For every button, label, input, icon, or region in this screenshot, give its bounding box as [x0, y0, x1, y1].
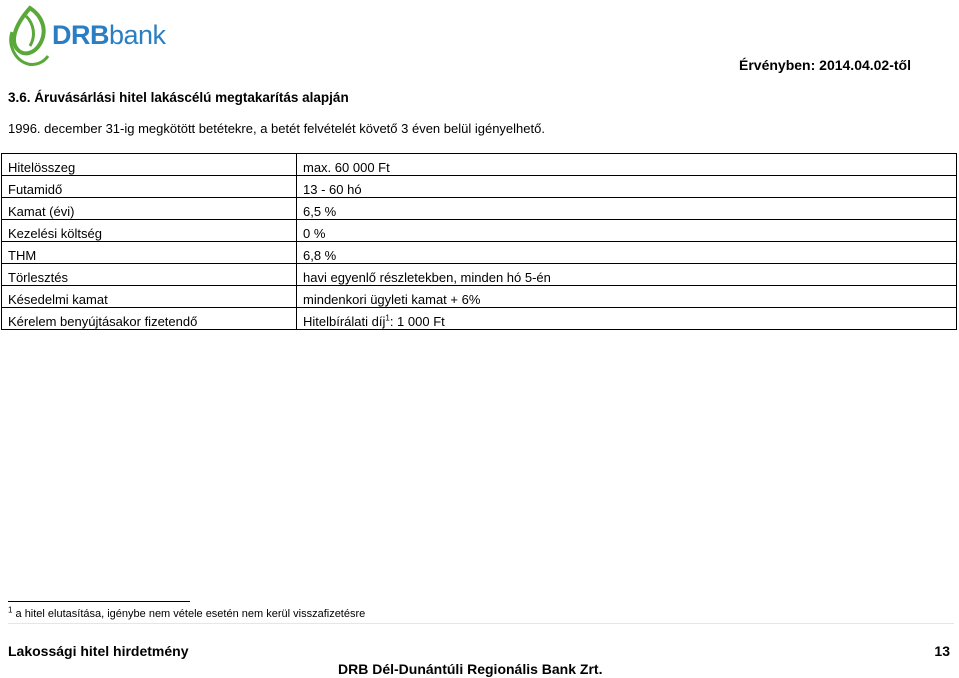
row-label: Kérelem benyújtásakor fizetendő	[2, 308, 297, 330]
table-row	[2, 242, 957, 264]
row-value	[297, 308, 957, 330]
row-label: Hitelösszeg	[2, 154, 297, 176]
table-row	[2, 154, 957, 176]
row-value: havi egyenlő részletekben, minden hó 5-én	[297, 264, 957, 286]
fee-amount: : 1 000 Ft	[389, 314, 445, 329]
drb-bank-logo	[6, 2, 166, 70]
footer-divider	[8, 623, 954, 624]
section-title: 3.6. Áruvásárlási hitel lakáscélú megtakarítás alapján	[8, 90, 349, 105]
footnote-reference: 1	[385, 313, 390, 323]
row-value: 6,8 %	[297, 242, 957, 264]
row-label: Kezelési költség	[2, 220, 297, 242]
footnote	[8, 605, 366, 620]
validity-date: Érvényben: 2014.04.02-től	[739, 57, 911, 73]
row-label: THM	[2, 242, 297, 264]
footnote-marker: 1	[8, 605, 13, 615]
row-value: mindenkori ügyleti kamat + 6%	[297, 286, 957, 308]
table-row	[2, 198, 957, 220]
footnote-text: a hitel elutasítása, igénybe nem vétele esetén nem kerül visszafizetésre	[15, 608, 366, 620]
table-row	[2, 264, 957, 286]
row-label: Futamidő	[2, 176, 297, 198]
conditions-table	[1, 153, 957, 330]
table-row	[2, 286, 957, 308]
fee-label: Hitelbírálati díj	[303, 314, 386, 329]
logo-brand-light: bank	[109, 20, 166, 50]
row-label: Kamat (évi)	[2, 198, 297, 220]
footer-bank-name: DRB Dél-Dunántúli Regionális Bank Zrt.	[338, 661, 603, 677]
row-label: Törlesztés	[2, 264, 297, 286]
table-row	[2, 220, 957, 242]
row-value: max. 60 000 Ft	[297, 154, 957, 176]
footnote-divider	[8, 601, 190, 602]
leaf-icon	[6, 2, 54, 68]
row-value: 13 - 60 hó	[297, 176, 957, 198]
row-value: 0 %	[297, 220, 957, 242]
footer-document-title: Lakossági hitel hirdetmény	[8, 643, 189, 659]
row-value: 6,5 %	[297, 198, 957, 220]
page-number: 13	[934, 643, 950, 659]
logo-brand-bold: DRB	[52, 20, 109, 50]
section-intro: 1996. december 31-ig megkötött betétekre, a betét felvételét követő 3 éven belül igényelhető.	[8, 121, 545, 136]
table-row	[2, 308, 957, 330]
table-row	[2, 176, 957, 198]
row-label: Késedelmi kamat	[2, 286, 297, 308]
